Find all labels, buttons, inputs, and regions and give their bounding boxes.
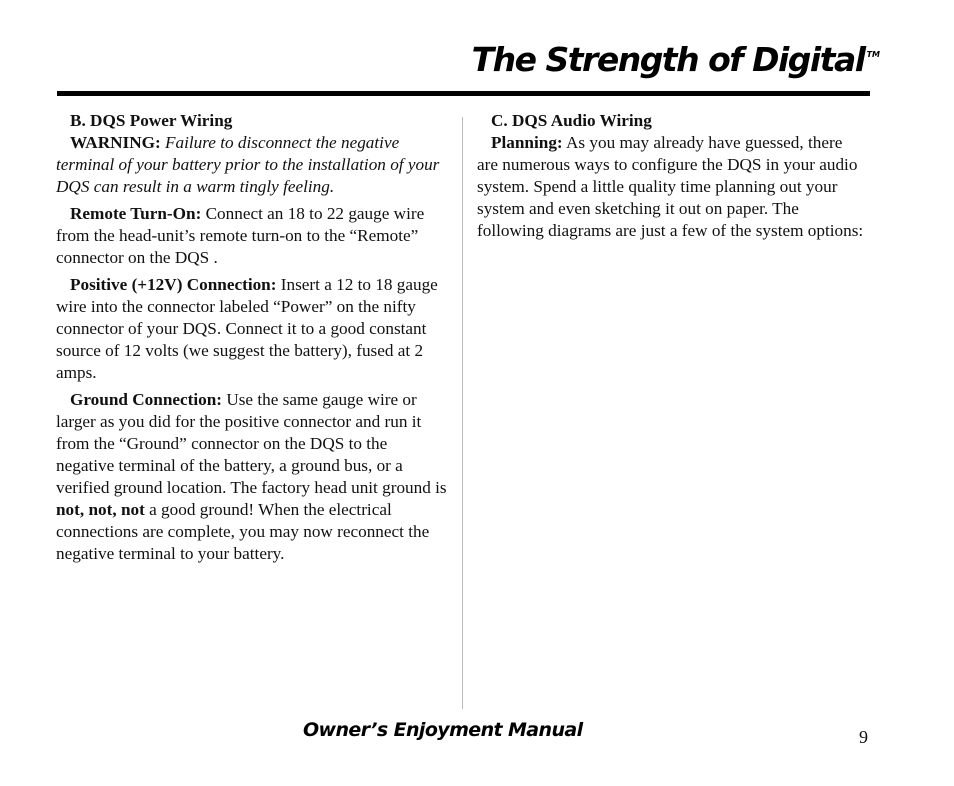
- warning-paragraph: [56, 132, 449, 198]
- header-rule: [57, 91, 870, 96]
- ground-connection-text-before: Use the same gauge wire or larger as you did for the positive connector and run it from the “Ground” connector on the DQS to the negative terminal of the battery, a ground bus, or a verified ground location. The factory head unit ground is: [56, 390, 447, 497]
- positive-connection-paragraph: [56, 274, 449, 384]
- positive-connection-text: Insert a 12 to 18 gauge wire into the connector labeled “Power” on the nifty connector of your DQS. Connect it to a good constant source of 12 volts (we suggest the battery), fused at 2 amps.: [56, 275, 438, 382]
- left-column: [56, 110, 449, 570]
- planning-label: Planning:: [491, 133, 563, 152]
- page-header-title: [472, 40, 880, 79]
- header-title-text: The Strength of Digital: [471, 40, 865, 79]
- ground-connection-text-after: a good ground! When the electrical connections are complete, you may now reconnect the negative terminal to your battery.: [56, 500, 430, 563]
- footer-title: Owner’s Enjoyment Manual: [303, 719, 583, 741]
- positive-connection-label: Positive (+12V) Connection:: [70, 275, 277, 294]
- column-divider: [462, 117, 463, 709]
- planning-paragraph: [477, 132, 867, 242]
- section-heading-power-wiring: B. DQS Power Wiring: [70, 111, 233, 130]
- warning-label: WARNING:: [70, 133, 161, 152]
- remote-turn-on-paragraph: [56, 203, 449, 269]
- ground-connection-emphasis: not, not, not: [56, 500, 145, 519]
- trademark-symbol: TM: [866, 50, 880, 59]
- remote-turn-on-text: Connect an 18 to 22 gauge wire from the head-unit’s remote turn-on to the “Remote” connector on the DQS .: [56, 204, 425, 267]
- page-number: 9: [859, 727, 868, 747]
- section-heading-audio-wiring: C. DQS Audio Wiring: [491, 111, 652, 130]
- remote-turn-on-label: Remote Turn-On:: [70, 204, 202, 223]
- ground-connection-paragraph: [56, 389, 449, 565]
- right-column: [477, 110, 867, 247]
- ground-connection-label: Ground Connection:: [70, 390, 223, 409]
- planning-text: As you may already have guessed, there are numerous ways to configure the DQS in your audio system. Spend a little quality time planning out your system and even sketching it out on paper. The following diagrams are just a few of the system options:: [477, 133, 864, 240]
- warning-text: Failure to disconnect the negative terminal of your battery prior to the installation of your DQS can result in a warm tingly feeling.: [56, 133, 440, 196]
